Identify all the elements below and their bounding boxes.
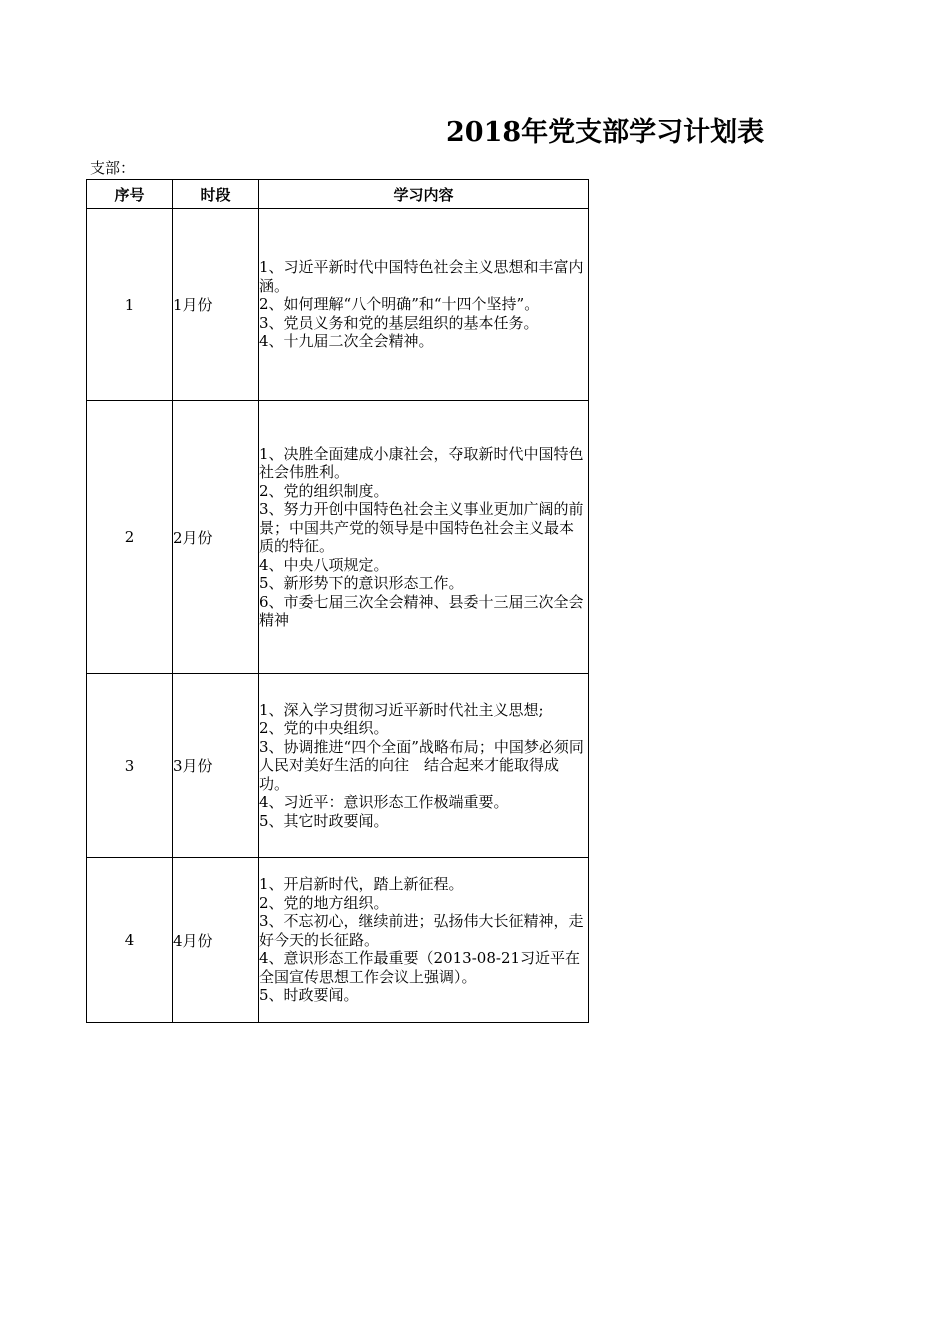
table-row [87,674,589,858]
content-line: 5、其它时政要闻。 [259,811,389,830]
content-line: 4、中央八项规定。 [259,555,389,574]
row-content [259,674,589,858]
document-title: 2018年党支部学习计划表 [446,117,765,148]
content-line: 4、十九届二次全会精神。 [259,332,434,351]
study-plan-table [86,179,589,1023]
content-line: 5、时政要闻。 [259,986,359,1005]
content-line: 3、协调推进“四个全面”战略布局；中国梦必须同人民对美好生活的向往 结合起来才能取得成功。 [259,737,584,793]
row-period: 3月份 [173,674,259,858]
content-line: 2、党的中央组织。 [259,719,389,738]
content-line: 1、决胜全面建成小康社会，夺取新时代中国特色社会伟胜利。 [259,444,584,481]
row-period: 2月份 [173,401,259,674]
content-line: 3、努力开创中国特色社会主义事业更加广阔的前景；中国共产党的领导是中国特色社会主义最本质的特征。 [259,500,584,555]
content-line: 3、党员义务和党的基层组织的基本任务。 [259,313,539,332]
row-serial: 1 [87,209,173,401]
row-serial: 4 [87,858,173,1023]
content-line: 4、习近平：意识形态工作极端重要。 [259,793,509,812]
row-period: 4月份 [173,858,259,1023]
row-content [259,401,589,674]
table-row [87,209,589,401]
content-line: 5、新形势下的意识形态工作。 [259,574,464,592]
header-content: 学习内容 [259,180,589,209]
content-line: 6、市委七届三次全会精神、县委十三届三次全会精神 [259,592,584,629]
table-row [87,401,589,674]
table-header-row [87,180,589,209]
row-period: 1月份 [173,209,259,401]
content-line: 2、党的组织制度。 [259,481,389,500]
table-row [87,858,589,1023]
content-line: 1、深入学习贯彻习近平新时代社主义思想; [259,700,544,719]
row-serial: 2 [87,401,173,674]
header-period: 时段 [173,180,259,209]
row-content [259,209,589,401]
content-line: 2、党的地方组织。 [259,893,389,912]
header-serial: 序号 [87,180,173,209]
content-line: 1、开启新时代，踏上新征程。 [259,875,464,894]
title-clip [0,110,765,160]
content-line: 2、如何理解“八个明确”和“十四个坚持”。 [259,295,540,314]
branch-label: 支部： [90,159,136,177]
row-serial: 3 [87,674,173,858]
content-line: 1、习近平新时代中国特色社会主义思想和丰富内涵。 [259,258,584,295]
content-line: 4、意识形态工作最重要（2013-08-21习近平在全国宣传思想工作会议上强调）。 [259,949,581,986]
row-content [259,858,589,1023]
content-line: 3、不忘初心，继续前进；弘扬伟大长征精神，走好今天的长征路。 [259,912,584,949]
